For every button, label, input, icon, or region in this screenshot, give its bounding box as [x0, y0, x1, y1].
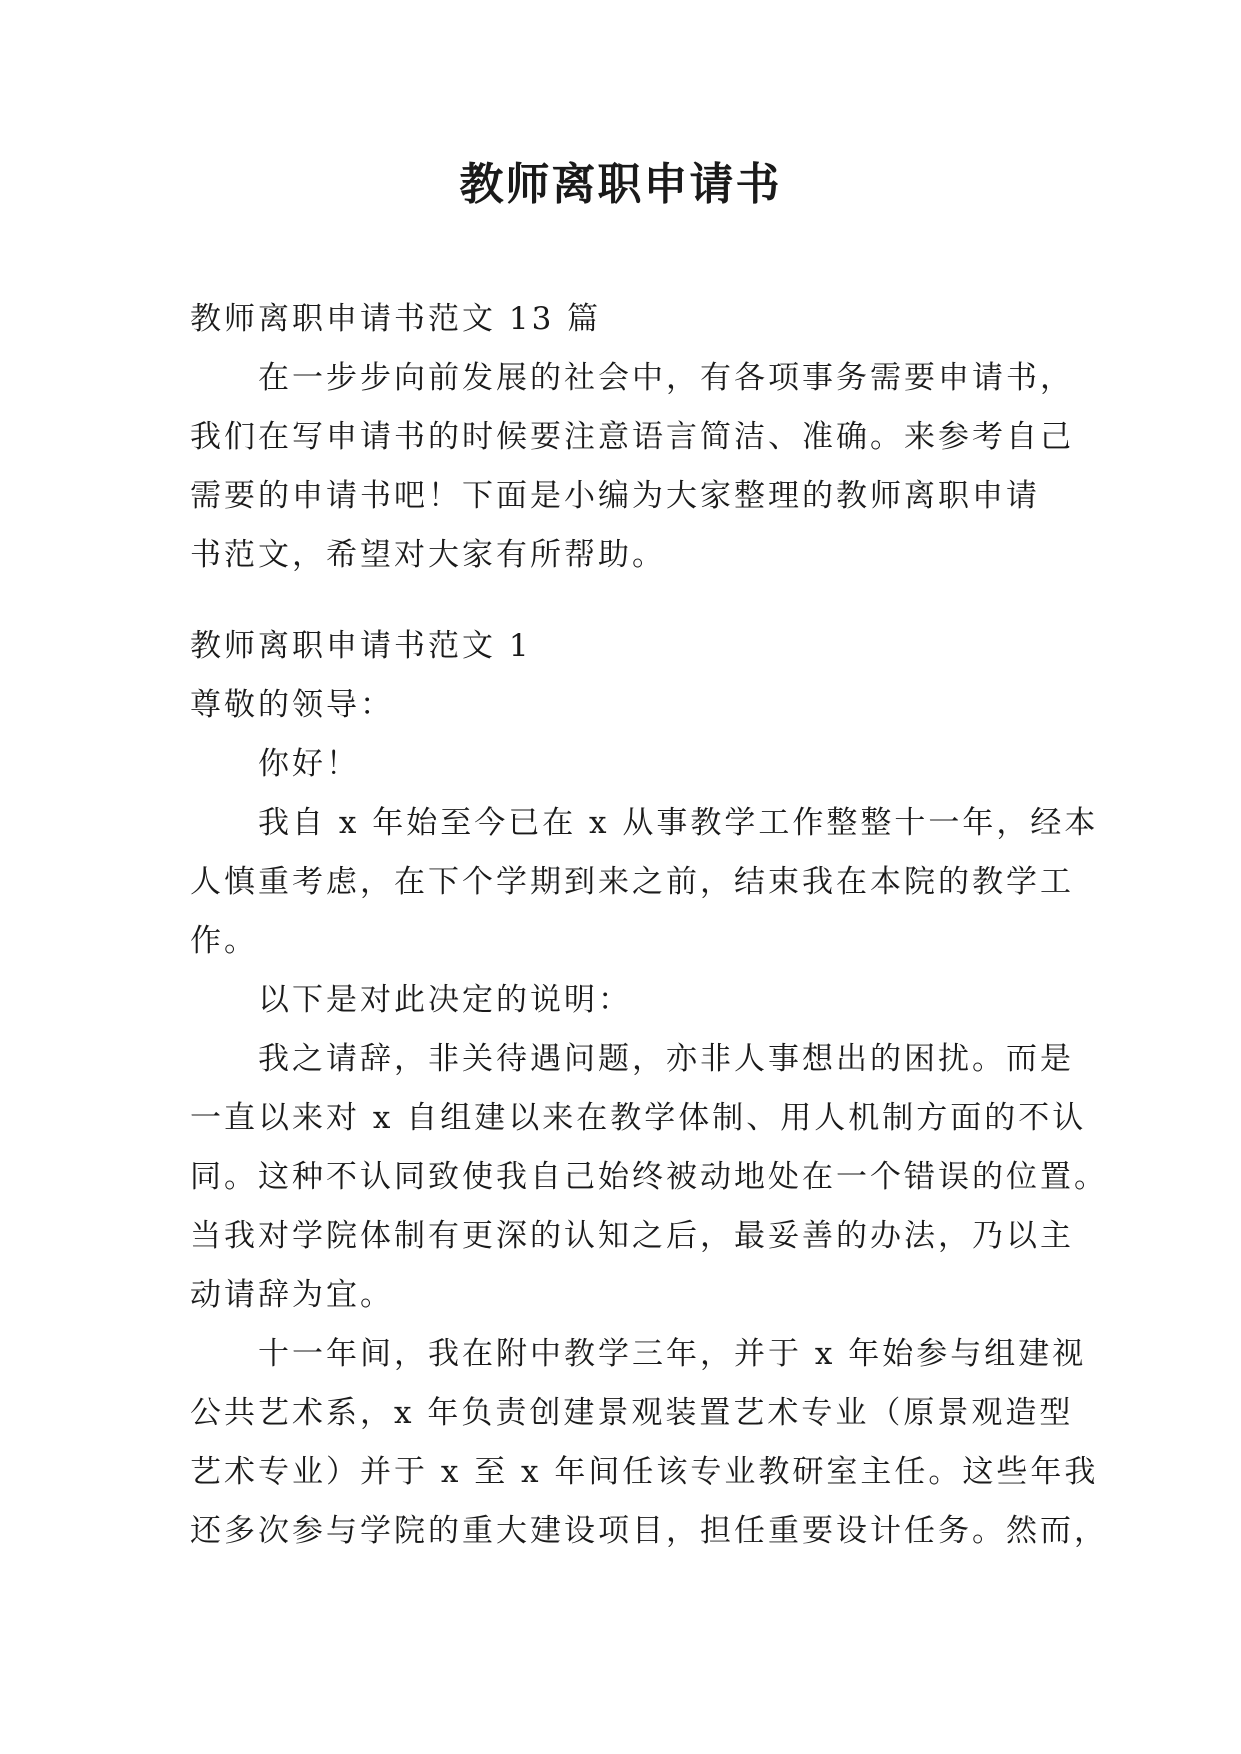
body-paragraph-3	[190, 1030, 1108, 1325]
paragraph-line: 我自 x 年始至今已在 x 从事教学工作整整十一年，经本	[258, 805, 1099, 841]
paragraph-line: 同。这种不认同致使我自己始终被动地处在一个错误的位置。	[190, 1159, 1108, 1195]
body-paragraph-2	[190, 971, 1060, 1030]
intro-line: 我们在写申请书的时候要注意语言简洁、准确。来参考自己	[190, 419, 1074, 455]
paragraph-line: 当我对学院体制有更深的认知之后，最妥善的办法，乃以主	[190, 1218, 1074, 1254]
paragraph-line: 以下是对此决定的说明：	[258, 982, 632, 1018]
paragraph-line: 还多次参与学院的重大建设项目，担任重要设计任务。然而，	[190, 1513, 1108, 1549]
intro-line: 需要的申请书吧！下面是小编为大家整理的教师离职申请	[190, 478, 1040, 514]
paragraph-line: 公共艺术系，x 年负责创建景观装置艺术专业（原景观造型	[190, 1395, 1074, 1431]
greeting: 你好！	[258, 746, 360, 782]
subtitle: 教师离职申请书范文 13 篇	[190, 301, 602, 337]
paragraph-line: 十一年间，我在附中教学三年，并于 x 年始参与组建视	[258, 1336, 1087, 1372]
document-body	[190, 290, 1108, 1561]
body-paragraph-4	[190, 1325, 1108, 1561]
document-title: 教师离职申请书	[459, 159, 782, 210]
paragraph-line: 艺术专业）并于 x 至 x 年间任该专业教研室主任。这些年我	[190, 1454, 1099, 1490]
paragraph-line: 人慎重考虑，在下个学期到来之前，结束我在本院的教学工	[190, 864, 1074, 900]
paragraph-line: 一直以来对 x 自组建以来在教学体制、用人机制方面的不认	[190, 1100, 1087, 1136]
paragraph-line: 动请辞为宜。	[190, 1277, 394, 1313]
intro-line: 在一步步向前发展的社会中，有各项事务需要申请书，	[258, 360, 1074, 396]
intro-line: 书范文，希望对大家有所帮助。	[190, 537, 666, 573]
paragraph-line: 我之请辞，非关待遇问题，亦非人事想出的困扰。而是	[258, 1041, 1074, 1077]
intro-paragraph	[190, 349, 1074, 585]
salutation: 尊敬的领导：	[190, 687, 394, 723]
body-paragraph-1	[190, 794, 1099, 971]
section-heading: 教师离职申请书范文 1	[190, 628, 532, 664]
paragraph-spacer	[190, 585, 1060, 617]
paragraph-line: 作。	[190, 923, 258, 959]
